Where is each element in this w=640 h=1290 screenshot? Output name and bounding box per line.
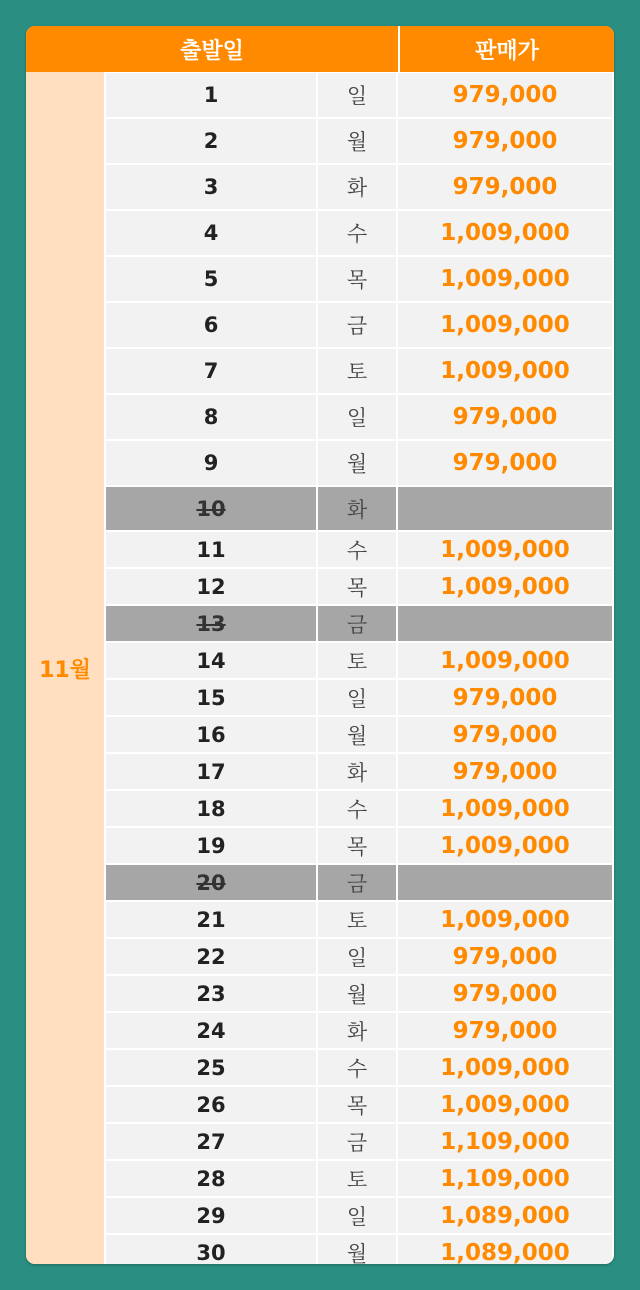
sale-price: 979,000 — [452, 980, 558, 1007]
table-body — [106, 73, 612, 1264]
table-row — [106, 791, 612, 828]
table-row — [106, 902, 612, 939]
weekday: 토 — [318, 1161, 398, 1196]
sale-price: 1,009,000 — [440, 358, 570, 384]
weekday: 화 — [318, 487, 398, 530]
sale-price: 979,000 — [452, 404, 558, 430]
sale-price: 1,009,000 — [440, 266, 570, 292]
departure-day: 1 — [106, 73, 318, 117]
weekday: 토 — [318, 349, 398, 393]
sale-price — [398, 606, 612, 641]
table-row — [106, 1013, 612, 1050]
departure-day: 20 — [106, 865, 318, 900]
sale-price: 979,000 — [452, 758, 558, 785]
departure-day: 13 — [106, 606, 318, 641]
sale-price: 1,109,000 — [440, 1165, 570, 1192]
departure-day: 8 — [106, 395, 318, 439]
sale-price — [398, 865, 612, 900]
table-row — [106, 680, 612, 717]
table-row — [106, 976, 612, 1013]
weekday: 월 — [318, 441, 398, 485]
sale-price: 1,009,000 — [440, 312, 570, 338]
sale-price: 1,009,000 — [440, 647, 570, 674]
sale-price: 1,009,000 — [440, 832, 570, 859]
departure-day: 11 — [106, 532, 318, 567]
table-row — [106, 349, 612, 395]
table-row — [106, 717, 612, 754]
weekday: 목 — [318, 1087, 398, 1122]
departure-day: 28 — [106, 1161, 318, 1196]
weekday: 목 — [318, 828, 398, 863]
sale-price: 1,009,000 — [440, 906, 570, 933]
table-row — [106, 1050, 612, 1087]
table-row — [106, 1198, 612, 1235]
weekday: 목 — [318, 257, 398, 301]
table-row — [106, 73, 612, 119]
departure-day: 9 — [106, 441, 318, 485]
table-row — [106, 569, 612, 606]
weekday: 화 — [318, 754, 398, 789]
departure-day: 2 — [106, 119, 318, 163]
weekday: 일 — [318, 395, 398, 439]
sale-price: 979,000 — [452, 174, 558, 200]
sale-price: 1,009,000 — [440, 1054, 570, 1081]
table-row — [106, 754, 612, 791]
weekday: 목 — [318, 569, 398, 604]
departure-day: 27 — [106, 1124, 318, 1159]
weekday: 금 — [318, 606, 398, 641]
table-row — [106, 643, 612, 680]
price-table — [26, 26, 614, 1264]
departure-day: 24 — [106, 1013, 318, 1048]
departure-day: 29 — [106, 1198, 318, 1233]
weekday: 월 — [318, 1235, 398, 1264]
weekday: 일 — [318, 73, 398, 117]
weekday: 화 — [318, 1013, 398, 1048]
date-column-header: 출발일 — [180, 38, 244, 64]
sale-price: 1,009,000 — [440, 573, 570, 600]
sale-price: 1,009,000 — [440, 795, 570, 822]
table-row-unavailable — [106, 487, 612, 532]
sale-price: 979,000 — [452, 450, 558, 476]
table-header — [26, 26, 614, 72]
sale-price: 979,000 — [452, 128, 558, 154]
sale-price: 1,089,000 — [440, 1239, 570, 1264]
table-row — [106, 211, 612, 257]
departure-day: 26 — [106, 1087, 318, 1122]
departure-day: 23 — [106, 976, 318, 1011]
table-row — [106, 119, 612, 165]
table-row-unavailable — [106, 865, 612, 902]
sale-price: 1,109,000 — [440, 1128, 570, 1155]
sale-price: 1,089,000 — [440, 1202, 570, 1229]
departure-day: 19 — [106, 828, 318, 863]
sale-price: 979,000 — [452, 82, 558, 108]
departure-day: 14 — [106, 643, 318, 678]
table-row — [106, 1087, 612, 1124]
table-row — [106, 1161, 612, 1198]
departure-day: 5 — [106, 257, 318, 301]
month-cell: 11월 — [26, 72, 104, 1264]
departure-day: 10 — [106, 487, 318, 530]
weekday: 수 — [318, 532, 398, 567]
departure-day: 6 — [106, 303, 318, 347]
table-row — [106, 395, 612, 441]
departure-day: 7 — [106, 349, 318, 393]
departure-day: 15 — [106, 680, 318, 715]
weekday: 금 — [318, 303, 398, 347]
sale-price: 1,009,000 — [440, 536, 570, 563]
departure-day: 3 — [106, 165, 318, 209]
weekday: 토 — [318, 902, 398, 937]
weekday: 토 — [318, 643, 398, 678]
weekday: 월 — [318, 976, 398, 1011]
weekday: 월 — [318, 119, 398, 163]
departure-day: 22 — [106, 939, 318, 974]
weekday: 수 — [318, 791, 398, 826]
weekday: 수 — [318, 1050, 398, 1085]
departure-day: 21 — [106, 902, 318, 937]
table-row — [106, 303, 612, 349]
weekday: 금 — [318, 865, 398, 900]
sale-price: 979,000 — [452, 1017, 558, 1044]
departure-day: 18 — [106, 791, 318, 826]
departure-day: 30 — [106, 1235, 318, 1264]
weekday: 일 — [318, 939, 398, 974]
departure-day: 12 — [106, 569, 318, 604]
table-row — [106, 441, 612, 487]
departure-day: 17 — [106, 754, 318, 789]
sale-price: 979,000 — [452, 943, 558, 970]
weekday: 일 — [318, 1198, 398, 1233]
weekday: 월 — [318, 717, 398, 752]
table-row — [106, 828, 612, 865]
sale-price: 979,000 — [452, 721, 558, 748]
sale-price: 1,009,000 — [440, 1091, 570, 1118]
table-row — [106, 1124, 612, 1161]
weekday: 일 — [318, 680, 398, 715]
weekday: 금 — [318, 1124, 398, 1159]
table-row — [106, 165, 612, 211]
departure-day: 25 — [106, 1050, 318, 1085]
table-row — [106, 1235, 612, 1264]
table-row — [106, 257, 612, 303]
weekday: 화 — [318, 165, 398, 209]
sale-price: 979,000 — [452, 684, 558, 711]
departure-day: 4 — [106, 211, 318, 255]
departure-day: 16 — [106, 717, 318, 752]
weekday: 수 — [318, 211, 398, 255]
price-column-header: 판매가 — [475, 38, 539, 64]
sale-price: 1,009,000 — [440, 220, 570, 246]
table-row-unavailable — [106, 606, 612, 643]
sale-price — [398, 487, 612, 530]
table-row — [106, 532, 612, 569]
table-row — [106, 939, 612, 976]
